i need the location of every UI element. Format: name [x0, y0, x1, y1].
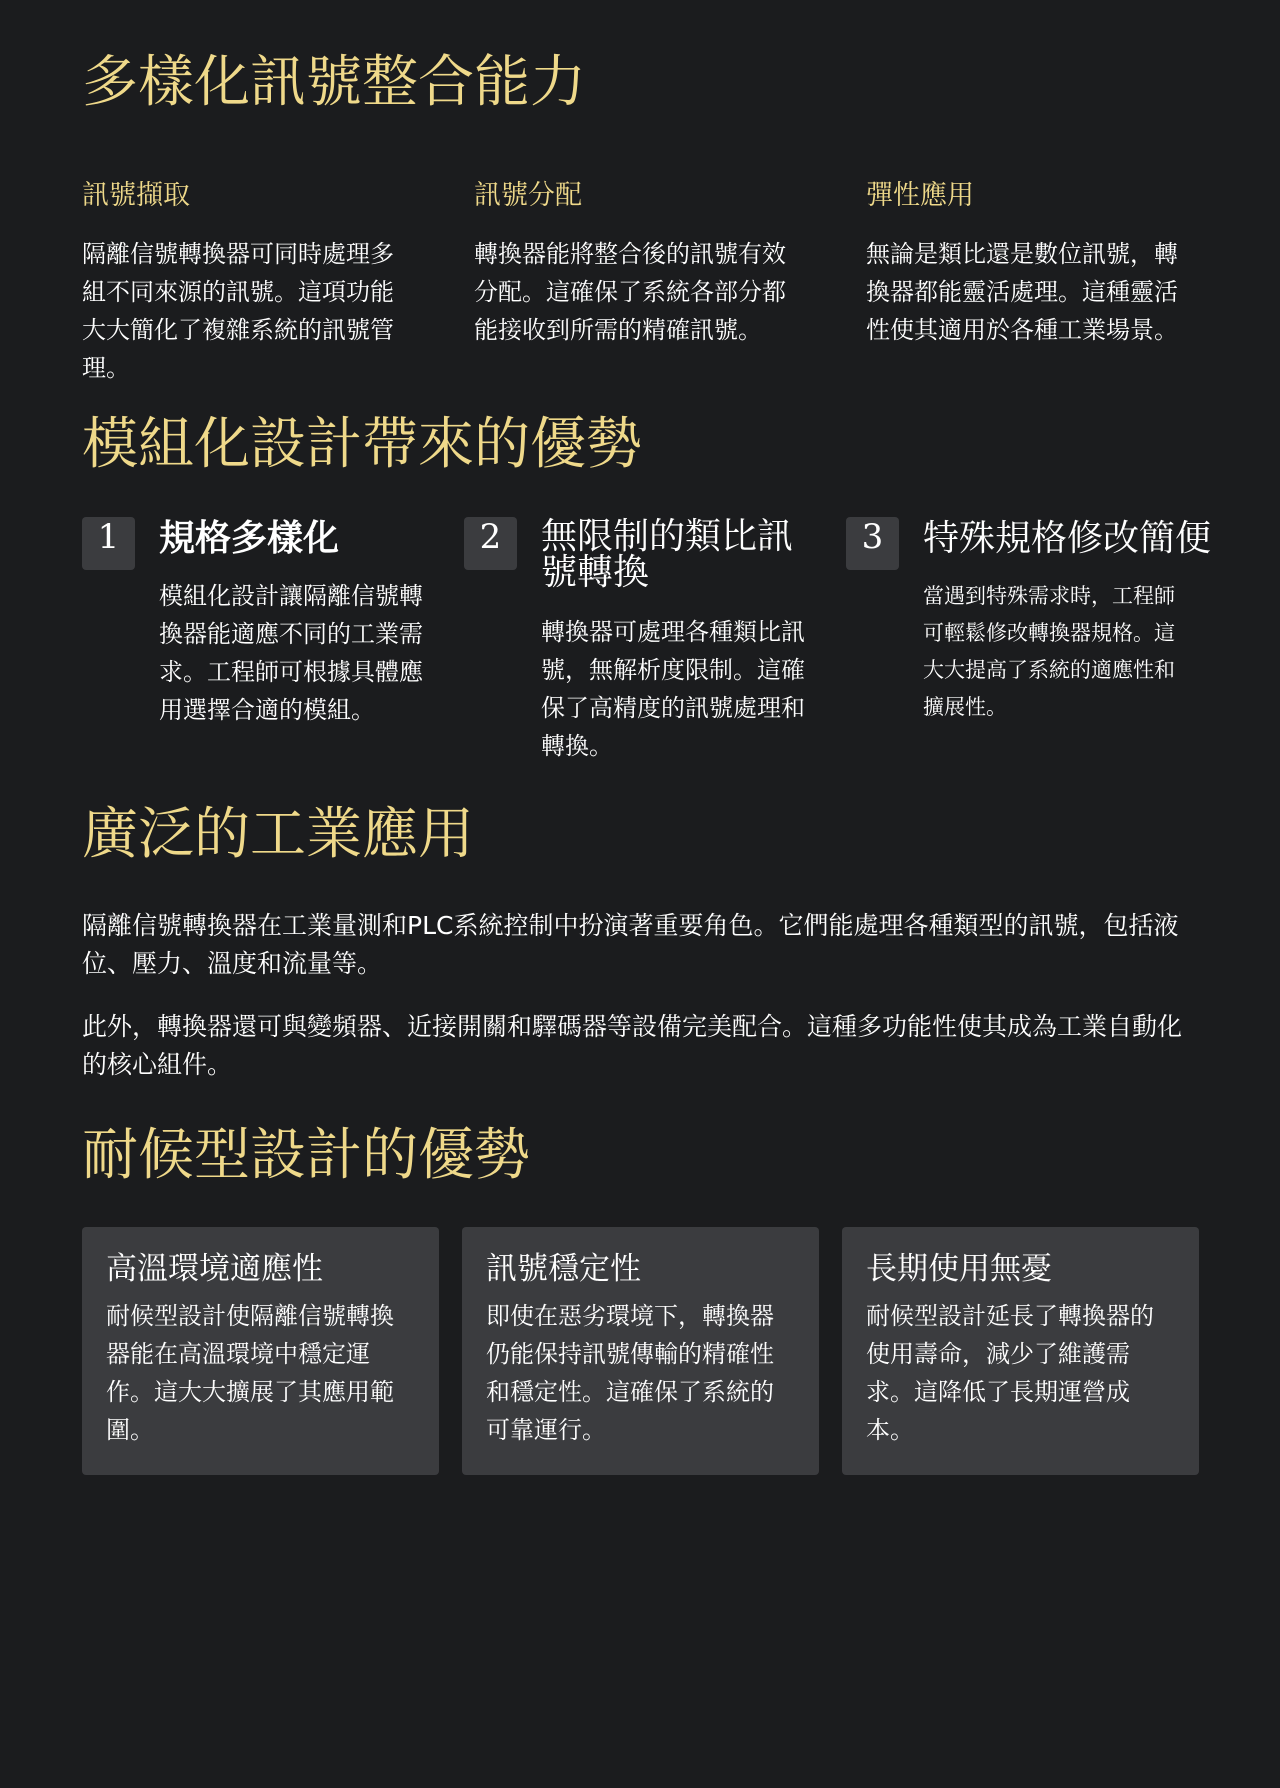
step-number-badge: 3: [846, 517, 899, 570]
column-text: 轉換器能將整合後的訊號有效分配。這確保了系統各部分都能接收到所需的精確訊號。: [474, 240, 786, 344]
step-text: 當遇到特殊需求時，工程師可輕鬆修改轉換器規格。這大大提高了系統的適應性和擴展性。: [923, 584, 1175, 719]
industrial-paragraph-1: 隔離信號轉換器在工業量測和PLC系統控制中扮演著重要角色。它們能處理各種類型的訊號，包括液位、壓力、溫度和流量等。: [82, 911, 1179, 978]
card-text: 耐候型設計使隔離信號轉換器能在高溫環境中穩定運作。這大大擴展了其應用範圍。: [106, 1302, 394, 1444]
durable-card-heat: [82, 1227, 439, 1475]
integration-column-capture: [82, 179, 474, 387]
integration-column-flexible: [866, 179, 1258, 387]
column-heading: 訊號分配: [474, 180, 582, 211]
card-text: 耐候型設計延長了轉換器的使用壽命，減少了維護需求。這降低了長期運營成本。: [866, 1302, 1154, 1444]
durable-card-longevity: [842, 1227, 1199, 1475]
step-number-badge: 2: [464, 517, 517, 570]
step-title: 無限制的類比訊號轉換: [541, 516, 794, 593]
card-title: 訊號穩定性: [486, 1251, 641, 1287]
card-text: 即使在惡劣環境下，轉換器仍能保持訊號傳輸的精確性和穩定性。這確保了系統的可靠運行。: [486, 1302, 774, 1444]
card-title: 長期使用無憂: [866, 1251, 1052, 1287]
section-modular-title: 模組化設計帶來的優勢: [82, 412, 642, 477]
column-heading: 訊號擷取: [82, 180, 190, 211]
column-text: 無論是類比還是數位訊號，轉換器都能靈活處理。這種靈活性使其適用於各種工業場景。: [866, 240, 1178, 344]
step-text: 轉換器可處理各種類比訊號，無解析度限制。這確保了高精度的訊號處理和轉換。: [541, 618, 805, 760]
step-title: 規格多樣化: [159, 518, 340, 559]
card-title: 高溫環境適應性: [106, 1251, 323, 1287]
step-number-badge: 1: [82, 517, 135, 570]
step-text: 模組化設計讓隔離信號轉換器能適應不同的工業需求。工程師可根據具體應用選擇合適的模組。: [159, 582, 423, 724]
integration-columns: [82, 179, 1200, 387]
integration-column-distribution: [474, 179, 866, 387]
section-industrial-title: 廣泛的工業應用: [82, 802, 474, 867]
column-text: 隔離信號轉換器可同時處理多組不同來源的訊號。這項功能大大簡化了複雜系統的訊號管理。: [82, 240, 394, 382]
section-integration-title: 多樣化訊號整合能力: [82, 50, 586, 115]
industrial-paragraph-2: 此外，轉換器還可與變頻器、近接開關和驛碼器等設備完美配合。這種多功能性使其成為工業自動化的核心組件。: [82, 1012, 1183, 1079]
step-title: 特殊規格修改簡便: [923, 518, 1212, 559]
column-heading: 彈性應用: [866, 180, 974, 211]
durable-card-stability: [462, 1227, 819, 1475]
section-durable-title: 耐候型設計的優勢: [82, 1123, 530, 1188]
